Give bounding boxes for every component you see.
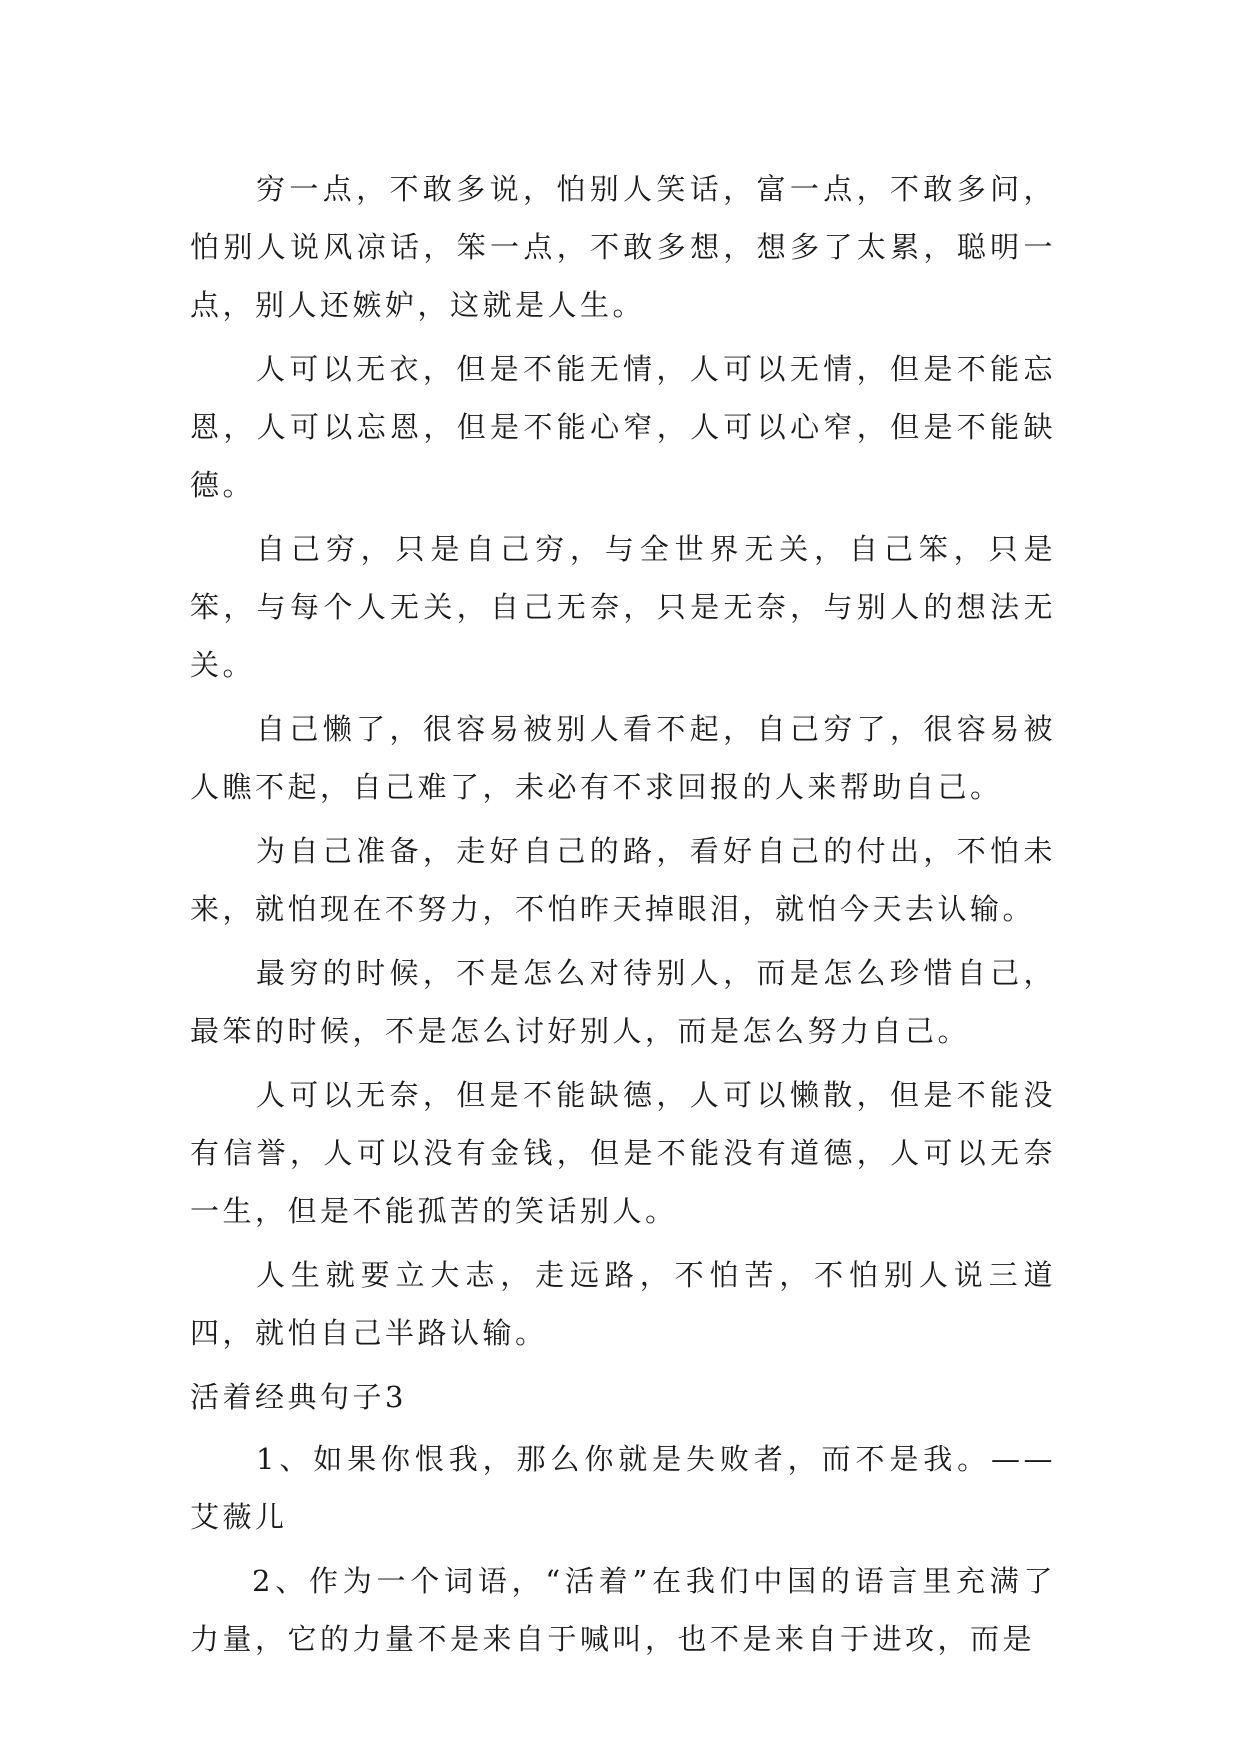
- paragraph: 人生就要立大志，走远路，不怕苦，不怕别人说三道四，就怕自己半路认输。: [190, 1258, 1056, 1350]
- paragraph: 人可以无奈，但是不能缺德，人可以懒散，但是不能没有信誉，人可以没有金钱，但是不能没有道德，人可以无奈一生，但是不能孤苦的笑话别人。: [190, 1078, 1056, 1228]
- section-heading: 活着经典句子3: [190, 1380, 407, 1414]
- paragraph: 为自己准备，走好自己的路，看好自己的付出，不怕未来，就怕现在不努力，不怕昨天掉眼泪，就怕今天去认输。: [190, 834, 1056, 926]
- paragraph: 人可以无衣，但是不能无情，人可以无情，但是不能忘恩，人可以忘恩，但是不能心窄，人可以心窄，但是不能缺德。: [190, 352, 1056, 502]
- paragraph: 最穷的时候，不是怎么对待别人，而是怎么珍惜自己，最笨的时候，不是怎么讨好别人，而是怎么努力自己。: [190, 956, 1056, 1048]
- document-body: [190, 160, 1056, 1674]
- paragraph: 穷一点，不敢多说，怕别人笑话，富一点，不敢多问，怕别人说风凉话，笨一点，不敢多想，想多了太累，聪明一点，别人还嫉妒，这就是人生。: [190, 172, 1056, 322]
- quote-item: 1、如果你恨我，那么你就是失败者，而不是我。——艾薇儿: [190, 1442, 1056, 1534]
- quote-item: 2、作为一个词语，“活着”在我们中国的语言里充满了力量，它的力量不是来自于喊叫，也不是来自于进攻，而是: [190, 1564, 1056, 1656]
- paragraph: 自己懒了，很容易被别人看不起，自己穷了，很容易被人瞧不起，自己难了，未必有不求回报的人来帮助自己。: [190, 712, 1056, 804]
- paragraph: 自己穷，只是自己穷，与全世界无关，自己笨，只是笨，与每个人无关，自己无奈，只是无奈，与别人的想法无关。: [190, 532, 1056, 682]
